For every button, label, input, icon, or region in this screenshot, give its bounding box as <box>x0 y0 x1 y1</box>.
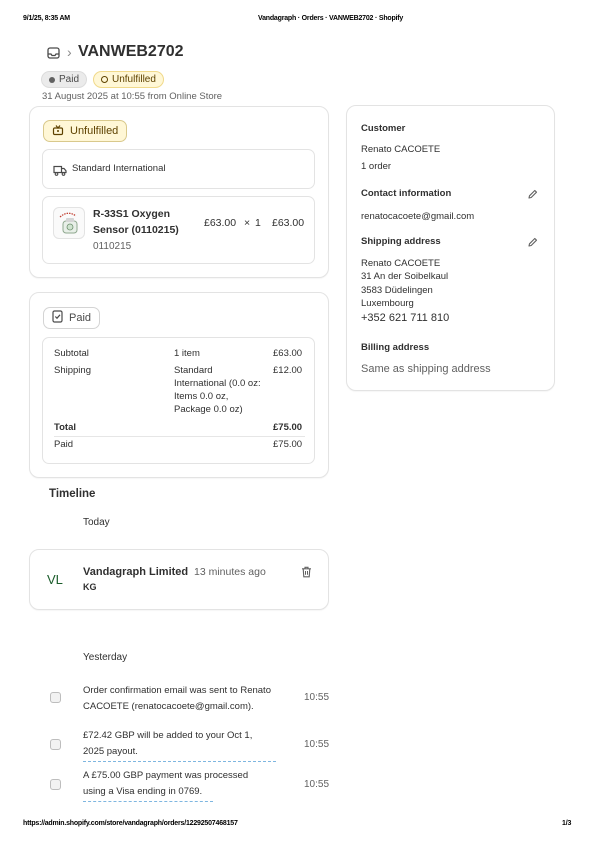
total-label: Total <box>54 422 76 433</box>
paid-status-label: Paid <box>69 312 92 324</box>
address-line-3: 3583 Düdelingen <box>361 285 433 296</box>
event-line-2: 2025 payout. <box>83 744 276 762</box>
comment-author: Vandagraph Limited <box>83 566 189 578</box>
commenter-avatar: VL <box>47 572 63 587</box>
receipt-icon <box>52 310 63 326</box>
shipping-value: £12.00 <box>273 365 303 376</box>
product-sku: 0110215 <box>93 241 132 252</box>
paid-dot-icon <box>49 77 55 83</box>
subtotal-desc: 1 item <box>174 348 200 359</box>
unfulfilled-badge-label: Unfulfilled <box>112 74 156 85</box>
inbox-icon[interactable] <box>46 46 60 60</box>
timeline-heading: Timeline <box>49 488 96 500</box>
timeline-today-label: Today <box>83 517 110 528</box>
timeline-event[interactable] <box>83 728 283 762</box>
event-line-1: Order confirmation email was sent to Renato <box>83 685 271 696</box>
subtotal-value: £63.00 <box>273 348 303 359</box>
paid-label: Paid <box>54 439 74 450</box>
unfulfilled-ring-icon <box>101 76 108 83</box>
trash-icon[interactable] <box>300 565 313 578</box>
event-line-1: £72.42 GBP will be added to your Oct 1, <box>83 730 253 741</box>
product-name-line1[interactable]: R-33S1 Oxygen <box>93 208 171 220</box>
paid-status-pill <box>43 307 100 329</box>
quantity: 1 <box>255 217 261 229</box>
comment-time: 13 minutes ago <box>194 566 266 578</box>
timeline-event <box>83 683 283 715</box>
unfulfilled-status-pill <box>43 120 127 142</box>
customer-phone[interactable]: +352 621 711 810 <box>361 312 450 324</box>
event-line-2: using a Visa ending in 0769. <box>83 784 213 802</box>
total-value: £75.00 <box>273 422 303 433</box>
product-name-line2[interactable]: Sensor (0110215) <box>93 224 179 236</box>
event-checkbox[interactable] <box>50 739 61 750</box>
paid-value: £75.00 <box>273 439 303 450</box>
address-line-1: Renato CACOETE <box>361 258 441 269</box>
event-line-1: A £75.00 GBP payment was processed <box>83 770 249 781</box>
event-line-2: CACOETE (renatocacoete@gmail.com). <box>83 701 254 712</box>
unfulfilled-status-label: Unfulfilled <box>70 125 119 137</box>
print-page-number: 1/3 <box>562 820 572 827</box>
shipping-desc-line3: Items 0.0 oz, <box>174 391 229 402</box>
contact-heading: Contact information <box>361 188 452 199</box>
event-time: 10:55 <box>304 692 330 703</box>
shipping-desc-line4: Package 0.0 oz) <box>174 404 243 415</box>
truck-icon <box>53 163 67 181</box>
shipping-address-heading: Shipping address <box>361 236 441 247</box>
address-line-2: 31 An der Soibelkaul <box>361 271 449 282</box>
event-time: 10:55 <box>304 739 330 750</box>
print-url: https://admin.shopify.com/store/vandagraph/orders/12292507468157 <box>23 820 238 827</box>
billing-address-heading: Billing address <box>361 342 430 353</box>
breadcrumb-separator: › <box>67 44 72 60</box>
address-line-4: Luxembourg <box>361 298 414 309</box>
shipping-desc-line2: International (0.0 oz: <box>174 378 261 389</box>
shipping-desc-line1: Standard <box>174 365 213 376</box>
billing-address-value: Same as shipping address <box>361 363 491 375</box>
edit-address-pencil-icon[interactable] <box>526 236 538 248</box>
times-sign: × <box>244 217 251 229</box>
timeline-yesterday-label: Yesterday <box>83 652 128 663</box>
total-divider <box>54 436 305 437</box>
edit-contact-pencil-icon[interactable] <box>526 188 538 200</box>
paid-badge <box>41 71 87 88</box>
paid-badge-label: Paid <box>59 74 80 85</box>
timeline-comment-card <box>29 549 329 610</box>
customer-name[interactable]: Renato CACOETE <box>361 144 441 155</box>
subtotal-label: Subtotal <box>54 348 89 359</box>
shipping-label: Shipping <box>54 365 91 376</box>
page-title: VANWEB2702 <box>78 43 184 60</box>
customer-email[interactable]: renatocacoete@gmail.com <box>361 211 475 222</box>
customer-heading: Customer <box>361 123 406 134</box>
package-icon <box>52 124 64 139</box>
event-checkbox[interactable] <box>50 779 61 790</box>
print-title: Vandagraph · Orders · VANWEB2702 · Shopify <box>258 15 404 22</box>
unfulfilled-badge <box>93 71 164 88</box>
customer-order-count[interactable]: 1 order <box>361 161 392 172</box>
timeline-event[interactable] <box>83 768 283 802</box>
print-datetime: 9/1/25, 8:35 AM <box>23 15 70 22</box>
line-total: £63.00 <box>272 217 305 229</box>
shipping-method: Standard International <box>72 163 166 174</box>
product-thumbnail[interactable] <box>53 207 85 239</box>
order-meta: 31 August 2025 at 10:55 from Online Store <box>42 91 223 102</box>
comment-body: KG <box>83 582 97 592</box>
event-time: 10:55 <box>304 779 330 790</box>
unit-price: £63.00 <box>204 217 237 229</box>
event-checkbox[interactable] <box>50 692 61 703</box>
